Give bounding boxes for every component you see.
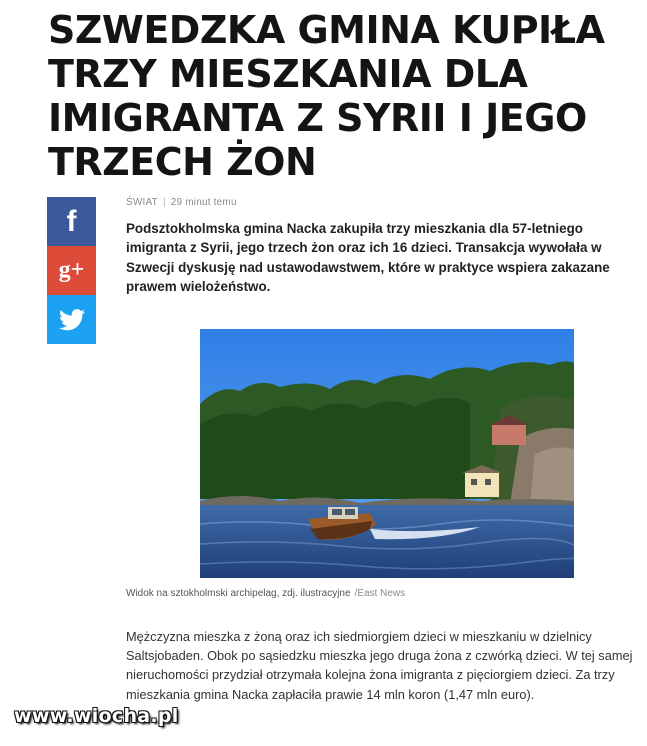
share-bar <box>47 197 96 344</box>
meta-separator: | <box>162 197 166 208</box>
article-headline: SZWEDZKA GMINA KUPIŁA TRZY MIESZKANIA DLA IMIGRANTA Z SYRII I JEGO TRZECH ŻON <box>48 8 605 184</box>
photo-caption <box>126 588 405 599</box>
publish-time: 29 minut temu <box>170 197 237 208</box>
category-link[interactable]: ŚWIAT <box>126 197 158 208</box>
caption-text: Widok na sztokholmski archipelag, zdj. ilustracyjne <box>126 588 351 599</box>
archipelago-boat-image <box>200 329 574 578</box>
article-meta <box>126 197 237 208</box>
article-body: Mężczyzna mieszka z żoną oraz ich siedmiorgiem dzieci w mieszkaniu w dzielnicy Saltsjobaden. Obok po sąsiedzku mieszka jego druga żona z czwórką dzieci. W tej samej nieruchomości przydział otrzymała kolejna żona imigranta z pięciorgiem dzieci. Za trzy mieszkania gmina Nacka zapłaciła prawie 14 mln koron (1,47 mln euro). <box>126 629 633 702</box>
facebook-share-button[interactable] <box>47 197 96 246</box>
facebook-icon: f <box>66 204 77 238</box>
twitter-share-button[interactable] <box>47 295 96 344</box>
article-photo <box>200 329 574 578</box>
caption-source: /East News <box>354 588 406 599</box>
article-lead: Podsztokholmska gmina Nacka zakupiła trzy mieszkania dla 57-letniego imigranta z Syrii, jego trzech żon oraz ich 16 dzieci. Transakcja wywołała w Szwecji dyskusję nad ustawodawstwem, które w praktyce wspiera zakazane prawem wielożeństwo. <box>126 221 610 294</box>
site-watermark: www.wiocha.pl <box>14 705 179 727</box>
googleplus-share-button[interactable] <box>47 246 96 295</box>
twitter-bird-icon <box>59 309 85 331</box>
googleplus-icon: g+ <box>58 257 85 283</box>
